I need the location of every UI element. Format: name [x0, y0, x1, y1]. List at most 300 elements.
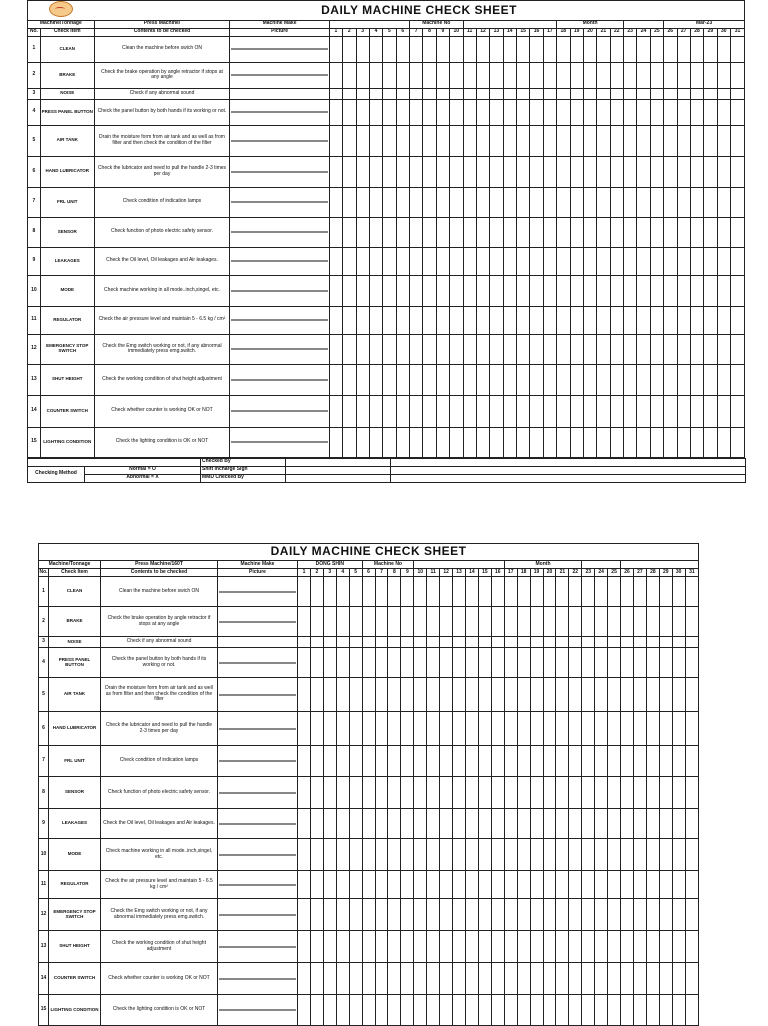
- day-check-cell[interactable]: [608, 577, 621, 607]
- day-check-cell[interactable]: [427, 746, 440, 777]
- day-check-cell[interactable]: [543, 963, 556, 995]
- day-check-cell[interactable]: [463, 99, 476, 125]
- day-check-cell[interactable]: [388, 931, 401, 963]
- day-check-cell[interactable]: [570, 275, 583, 306]
- day-check-cell[interactable]: [310, 931, 323, 963]
- day-check-cell[interactable]: [491, 931, 504, 963]
- day-check-cell[interactable]: [423, 187, 436, 217]
- day-check-cell[interactable]: [717, 156, 730, 187]
- day-check-cell[interactable]: [595, 963, 608, 995]
- day-check-cell[interactable]: [310, 678, 323, 712]
- day-check-cell[interactable]: [410, 36, 423, 62]
- day-check-cell[interactable]: [637, 217, 650, 247]
- day-check-cell[interactable]: [664, 156, 677, 187]
- day-check-cell[interactable]: [323, 712, 336, 746]
- day-check-cell[interactable]: [478, 777, 491, 809]
- day-check-cell[interactable]: [597, 187, 610, 217]
- day-check-cell[interactable]: [570, 62, 583, 88]
- day-check-cell[interactable]: [646, 777, 659, 809]
- day-check-cell[interactable]: [323, 871, 336, 899]
- day-check-cell[interactable]: [323, 995, 336, 1026]
- day-check-cell[interactable]: [490, 247, 503, 275]
- day-check-cell[interactable]: [517, 427, 530, 457]
- day-check-cell[interactable]: [504, 777, 517, 809]
- day-check-cell[interactable]: [646, 712, 659, 746]
- day-check-cell[interactable]: [323, 678, 336, 712]
- day-check-cell[interactable]: [582, 871, 595, 899]
- day-check-cell[interactable]: [677, 187, 690, 217]
- day-check-cell[interactable]: [414, 746, 427, 777]
- day-check-cell[interactable]: [556, 871, 569, 899]
- day-check-cell[interactable]: [597, 395, 610, 427]
- day-check-cell[interactable]: [356, 334, 369, 364]
- day-check-cell[interactable]: [731, 427, 745, 457]
- day-check-cell[interactable]: [410, 427, 423, 457]
- day-check-cell[interactable]: [556, 746, 569, 777]
- day-check-cell[interactable]: [504, 809, 517, 839]
- day-check-cell[interactable]: [298, 678, 311, 712]
- day-check-cell[interactable]: [478, 871, 491, 899]
- day-check-cell[interactable]: [556, 648, 569, 678]
- day-check-cell[interactable]: [476, 125, 489, 156]
- day-check-cell[interactable]: [633, 577, 646, 607]
- day-check-cell[interactable]: [557, 275, 570, 306]
- day-check-cell[interactable]: [369, 99, 382, 125]
- day-check-cell[interactable]: [556, 712, 569, 746]
- day-check-cell[interactable]: [659, 839, 672, 871]
- day-check-cell[interactable]: [624, 88, 637, 99]
- day-check-cell[interactable]: [595, 648, 608, 678]
- day-check-cell[interactable]: [465, 963, 478, 995]
- day-check-cell[interactable]: [582, 963, 595, 995]
- day-check-cell[interactable]: [704, 156, 717, 187]
- day-check-cell[interactable]: [659, 995, 672, 1026]
- day-check-cell[interactable]: [388, 777, 401, 809]
- day-check-cell[interactable]: [504, 931, 517, 963]
- day-check-cell[interactable]: [664, 187, 677, 217]
- day-check-cell[interactable]: [362, 995, 375, 1026]
- day-check-cell[interactable]: [731, 334, 745, 364]
- day-check-cell[interactable]: [677, 334, 690, 364]
- day-check-cell[interactable]: [610, 125, 623, 156]
- day-check-cell[interactable]: [343, 36, 356, 62]
- day-check-cell[interactable]: [633, 899, 646, 931]
- day-check-cell[interactable]: [310, 746, 323, 777]
- day-check-cell[interactable]: [450, 306, 463, 334]
- day-check-cell[interactable]: [476, 99, 489, 125]
- day-check-cell[interactable]: [369, 334, 382, 364]
- day-check-cell[interactable]: [465, 712, 478, 746]
- day-check-cell[interactable]: [610, 88, 623, 99]
- day-check-cell[interactable]: [440, 931, 453, 963]
- day-check-cell[interactable]: [463, 156, 476, 187]
- day-check-cell[interactable]: [637, 306, 650, 334]
- day-check-cell[interactable]: [517, 648, 530, 678]
- day-check-cell[interactable]: [329, 125, 342, 156]
- day-check-cell[interactable]: [530, 364, 543, 395]
- day-check-cell[interactable]: [396, 427, 409, 457]
- day-check-cell[interactable]: [298, 607, 311, 637]
- day-check-cell[interactable]: [465, 899, 478, 931]
- day-check-cell[interactable]: [453, 577, 466, 607]
- day-check-cell[interactable]: [517, 187, 530, 217]
- day-check-cell[interactable]: [595, 839, 608, 871]
- day-check-cell[interactable]: [608, 777, 621, 809]
- day-check-cell[interactable]: [427, 637, 440, 648]
- day-check-cell[interactable]: [503, 334, 516, 364]
- day-check-cell[interactable]: [436, 334, 449, 364]
- day-check-cell[interactable]: [349, 577, 362, 607]
- day-check-cell[interactable]: [530, 746, 543, 777]
- day-check-cell[interactable]: [517, 577, 530, 607]
- day-check-cell[interactable]: [375, 712, 388, 746]
- day-check-cell[interactable]: [624, 217, 637, 247]
- day-check-cell[interactable]: [637, 156, 650, 187]
- day-check-cell[interactable]: [375, 839, 388, 871]
- day-check-cell[interactable]: [463, 306, 476, 334]
- day-check-cell[interactable]: [621, 839, 634, 871]
- day-check-cell[interactable]: [672, 607, 685, 637]
- day-check-cell[interactable]: [310, 712, 323, 746]
- day-check-cell[interactable]: [388, 607, 401, 637]
- day-check-cell[interactable]: [343, 156, 356, 187]
- day-check-cell[interactable]: [633, 648, 646, 678]
- day-check-cell[interactable]: [624, 125, 637, 156]
- day-check-cell[interactable]: [690, 364, 703, 395]
- day-check-cell[interactable]: [569, 899, 582, 931]
- day-check-cell[interactable]: [637, 88, 650, 99]
- day-check-cell[interactable]: [383, 99, 396, 125]
- day-check-cell[interactable]: [401, 931, 414, 963]
- day-check-cell[interactable]: [610, 306, 623, 334]
- day-check-cell[interactable]: [323, 839, 336, 871]
- day-check-cell[interactable]: [491, 899, 504, 931]
- day-check-cell[interactable]: [369, 395, 382, 427]
- day-check-cell[interactable]: [423, 427, 436, 457]
- day-check-cell[interactable]: [731, 62, 745, 88]
- day-check-cell[interactable]: [731, 156, 745, 187]
- day-check-cell[interactable]: [401, 648, 414, 678]
- day-check-cell[interactable]: [530, 899, 543, 931]
- day-check-cell[interactable]: [323, 746, 336, 777]
- day-check-cell[interactable]: [659, 963, 672, 995]
- day-check-cell[interactable]: [453, 712, 466, 746]
- day-check-cell[interactable]: [637, 36, 650, 62]
- day-check-cell[interactable]: [440, 712, 453, 746]
- day-check-cell[interactable]: [453, 678, 466, 712]
- day-check-cell[interactable]: [624, 247, 637, 275]
- day-check-cell[interactable]: [375, 809, 388, 839]
- day-check-cell[interactable]: [503, 125, 516, 156]
- day-check-cell[interactable]: [490, 364, 503, 395]
- day-check-cell[interactable]: [543, 577, 556, 607]
- day-check-cell[interactable]: [362, 777, 375, 809]
- day-check-cell[interactable]: [396, 247, 409, 275]
- day-check-cell[interactable]: [396, 275, 409, 306]
- day-check-cell[interactable]: [356, 156, 369, 187]
- day-check-cell[interactable]: [650, 99, 663, 125]
- day-check-cell[interactable]: [530, 99, 543, 125]
- day-check-cell[interactable]: [396, 217, 409, 247]
- day-check-cell[interactable]: [608, 678, 621, 712]
- day-check-cell[interactable]: [414, 809, 427, 839]
- day-check-cell[interactable]: [543, 247, 556, 275]
- day-check-cell[interactable]: [608, 963, 621, 995]
- day-check-cell[interactable]: [517, 746, 530, 777]
- day-check-cell[interactable]: [396, 334, 409, 364]
- day-check-cell[interactable]: [414, 637, 427, 648]
- day-check-cell[interactable]: [463, 125, 476, 156]
- day-check-cell[interactable]: [453, 607, 466, 637]
- day-check-cell[interactable]: [704, 306, 717, 334]
- day-check-cell[interactable]: [672, 637, 685, 648]
- day-check-cell[interactable]: [621, 963, 634, 995]
- day-check-cell[interactable]: [664, 427, 677, 457]
- day-check-cell[interactable]: [490, 217, 503, 247]
- day-check-cell[interactable]: [650, 275, 663, 306]
- day-check-cell[interactable]: [530, 187, 543, 217]
- day-check-cell[interactable]: [608, 637, 621, 648]
- day-check-cell[interactable]: [530, 607, 543, 637]
- day-check-cell[interactable]: [356, 217, 369, 247]
- day-check-cell[interactable]: [478, 899, 491, 931]
- day-check-cell[interactable]: [375, 777, 388, 809]
- day-check-cell[interactable]: [298, 648, 311, 678]
- day-check-cell[interactable]: [383, 395, 396, 427]
- day-check-cell[interactable]: [336, 995, 349, 1026]
- day-check-cell[interactable]: [530, 334, 543, 364]
- day-check-cell[interactable]: [375, 995, 388, 1026]
- day-check-cell[interactable]: [503, 247, 516, 275]
- day-check-cell[interactable]: [597, 99, 610, 125]
- day-check-cell[interactable]: [356, 306, 369, 334]
- day-check-cell[interactable]: [440, 963, 453, 995]
- day-check-cell[interactable]: [396, 125, 409, 156]
- day-check-cell[interactable]: [610, 427, 623, 457]
- day-check-cell[interactable]: [436, 36, 449, 62]
- day-check-cell[interactable]: [388, 637, 401, 648]
- day-check-cell[interactable]: [650, 36, 663, 62]
- day-check-cell[interactable]: [530, 275, 543, 306]
- day-check-cell[interactable]: [597, 156, 610, 187]
- day-check-cell[interactable]: [329, 36, 342, 62]
- day-check-cell[interactable]: [646, 931, 659, 963]
- day-check-cell[interactable]: [556, 839, 569, 871]
- day-check-cell[interactable]: [490, 99, 503, 125]
- day-check-cell[interactable]: [362, 809, 375, 839]
- day-check-cell[interactable]: [704, 395, 717, 427]
- day-check-cell[interactable]: [583, 125, 596, 156]
- day-check-cell[interactable]: [664, 275, 677, 306]
- day-check-cell[interactable]: [595, 607, 608, 637]
- day-check-cell[interactable]: [582, 577, 595, 607]
- day-check-cell[interactable]: [543, 995, 556, 1026]
- day-check-cell[interactable]: [490, 334, 503, 364]
- day-check-cell[interactable]: [610, 275, 623, 306]
- day-check-cell[interactable]: [530, 156, 543, 187]
- day-check-cell[interactable]: [490, 125, 503, 156]
- day-check-cell[interactable]: [427, 963, 440, 995]
- day-check-cell[interactable]: [491, 963, 504, 995]
- day-check-cell[interactable]: [465, 577, 478, 607]
- day-check-cell[interactable]: [436, 156, 449, 187]
- day-check-cell[interactable]: [329, 334, 342, 364]
- day-check-cell[interactable]: [375, 871, 388, 899]
- day-check-cell[interactable]: [414, 607, 427, 637]
- day-check-cell[interactable]: [685, 607, 698, 637]
- day-check-cell[interactable]: [503, 395, 516, 427]
- day-check-cell[interactable]: [677, 99, 690, 125]
- day-check-cell[interactable]: [690, 88, 703, 99]
- day-check-cell[interactable]: [349, 963, 362, 995]
- day-check-cell[interactable]: [478, 637, 491, 648]
- day-check-cell[interactable]: [423, 99, 436, 125]
- day-check-cell[interactable]: [463, 247, 476, 275]
- day-check-cell[interactable]: [543, 395, 556, 427]
- day-check-cell[interactable]: [583, 156, 596, 187]
- day-check-cell[interactable]: [685, 712, 698, 746]
- day-check-cell[interactable]: [401, 963, 414, 995]
- day-check-cell[interactable]: [336, 963, 349, 995]
- day-check-cell[interactable]: [423, 364, 436, 395]
- day-check-cell[interactable]: [672, 839, 685, 871]
- day-check-cell[interactable]: [569, 995, 582, 1026]
- day-check-cell[interactable]: [465, 871, 478, 899]
- day-check-cell[interactable]: [517, 931, 530, 963]
- day-check-cell[interactable]: [310, 577, 323, 607]
- day-check-cell[interactable]: [530, 963, 543, 995]
- day-check-cell[interactable]: [664, 88, 677, 99]
- day-check-cell[interactable]: [624, 36, 637, 62]
- day-check-cell[interactable]: [410, 247, 423, 275]
- day-check-cell[interactable]: [298, 931, 311, 963]
- day-check-cell[interactable]: [503, 36, 516, 62]
- day-check-cell[interactable]: [298, 777, 311, 809]
- day-check-cell[interactable]: [504, 678, 517, 712]
- day-check-cell[interactable]: [704, 427, 717, 457]
- day-check-cell[interactable]: [396, 395, 409, 427]
- day-check-cell[interactable]: [569, 712, 582, 746]
- day-check-cell[interactable]: [557, 364, 570, 395]
- day-check-cell[interactable]: [436, 99, 449, 125]
- day-check-cell[interactable]: [383, 334, 396, 364]
- day-check-cell[interactable]: [717, 395, 730, 427]
- day-check-cell[interactable]: [556, 678, 569, 712]
- day-check-cell[interactable]: [583, 334, 596, 364]
- day-check-cell[interactable]: [608, 712, 621, 746]
- day-check-cell[interactable]: [450, 364, 463, 395]
- day-check-cell[interactable]: [427, 809, 440, 839]
- day-check-cell[interactable]: [685, 931, 698, 963]
- day-check-cell[interactable]: [503, 364, 516, 395]
- day-check-cell[interactable]: [543, 777, 556, 809]
- day-check-cell[interactable]: [375, 607, 388, 637]
- day-check-cell[interactable]: [569, 871, 582, 899]
- day-check-cell[interactable]: [356, 275, 369, 306]
- day-check-cell[interactable]: [517, 899, 530, 931]
- day-check-cell[interactable]: [414, 899, 427, 931]
- day-check-cell[interactable]: [569, 931, 582, 963]
- day-check-cell[interactable]: [491, 746, 504, 777]
- day-check-cell[interactable]: [375, 577, 388, 607]
- day-check-cell[interactable]: [717, 99, 730, 125]
- day-check-cell[interactable]: [453, 648, 466, 678]
- day-check-cell[interactable]: [731, 88, 745, 99]
- day-check-cell[interactable]: [423, 62, 436, 88]
- day-check-cell[interactable]: [543, 839, 556, 871]
- day-check-cell[interactable]: [323, 607, 336, 637]
- day-check-cell[interactable]: [503, 275, 516, 306]
- day-check-cell[interactable]: [396, 306, 409, 334]
- day-check-cell[interactable]: [610, 156, 623, 187]
- day-check-cell[interactable]: [410, 156, 423, 187]
- day-check-cell[interactable]: [491, 712, 504, 746]
- day-check-cell[interactable]: [646, 637, 659, 648]
- day-check-cell[interactable]: [646, 809, 659, 839]
- day-check-cell[interactable]: [343, 187, 356, 217]
- day-check-cell[interactable]: [685, 678, 698, 712]
- day-check-cell[interactable]: [624, 99, 637, 125]
- day-check-cell[interactable]: [476, 88, 489, 99]
- day-check-cell[interactable]: [664, 36, 677, 62]
- day-check-cell[interactable]: [664, 99, 677, 125]
- day-check-cell[interactable]: [597, 306, 610, 334]
- day-check-cell[interactable]: [569, 746, 582, 777]
- day-check-cell[interactable]: [650, 334, 663, 364]
- day-check-cell[interactable]: [356, 125, 369, 156]
- day-check-cell[interactable]: [543, 187, 556, 217]
- day-check-cell[interactable]: [356, 395, 369, 427]
- day-check-cell[interactable]: [595, 777, 608, 809]
- day-check-cell[interactable]: [685, 648, 698, 678]
- day-check-cell[interactable]: [595, 746, 608, 777]
- day-check-cell[interactable]: [595, 712, 608, 746]
- day-check-cell[interactable]: [608, 899, 621, 931]
- day-check-cell[interactable]: [595, 678, 608, 712]
- day-check-cell[interactable]: [336, 871, 349, 899]
- day-check-cell[interactable]: [646, 577, 659, 607]
- day-check-cell[interactable]: [383, 125, 396, 156]
- day-check-cell[interactable]: [450, 88, 463, 99]
- day-check-cell[interactable]: [517, 275, 530, 306]
- day-check-cell[interactable]: [659, 678, 672, 712]
- day-check-cell[interactable]: [582, 637, 595, 648]
- day-check-cell[interactable]: [423, 125, 436, 156]
- day-check-cell[interactable]: [388, 648, 401, 678]
- day-check-cell[interactable]: [650, 306, 663, 334]
- day-check-cell[interactable]: [423, 275, 436, 306]
- day-check-cell[interactable]: [690, 395, 703, 427]
- day-check-cell[interactable]: [465, 777, 478, 809]
- day-check-cell[interactable]: [556, 607, 569, 637]
- day-check-cell[interactable]: [543, 678, 556, 712]
- day-check-cell[interactable]: [597, 427, 610, 457]
- day-check-cell[interactable]: [401, 678, 414, 712]
- day-check-cell[interactable]: [423, 156, 436, 187]
- day-check-cell[interactable]: [476, 306, 489, 334]
- day-check-cell[interactable]: [637, 99, 650, 125]
- day-check-cell[interactable]: [517, 777, 530, 809]
- day-check-cell[interactable]: [504, 746, 517, 777]
- day-check-cell[interactable]: [597, 125, 610, 156]
- day-check-cell[interactable]: [621, 648, 634, 678]
- day-check-cell[interactable]: [440, 899, 453, 931]
- day-check-cell[interactable]: [608, 607, 621, 637]
- day-check-cell[interactable]: [633, 746, 646, 777]
- day-check-cell[interactable]: [491, 777, 504, 809]
- day-check-cell[interactable]: [543, 62, 556, 88]
- day-check-cell[interactable]: [453, 809, 466, 839]
